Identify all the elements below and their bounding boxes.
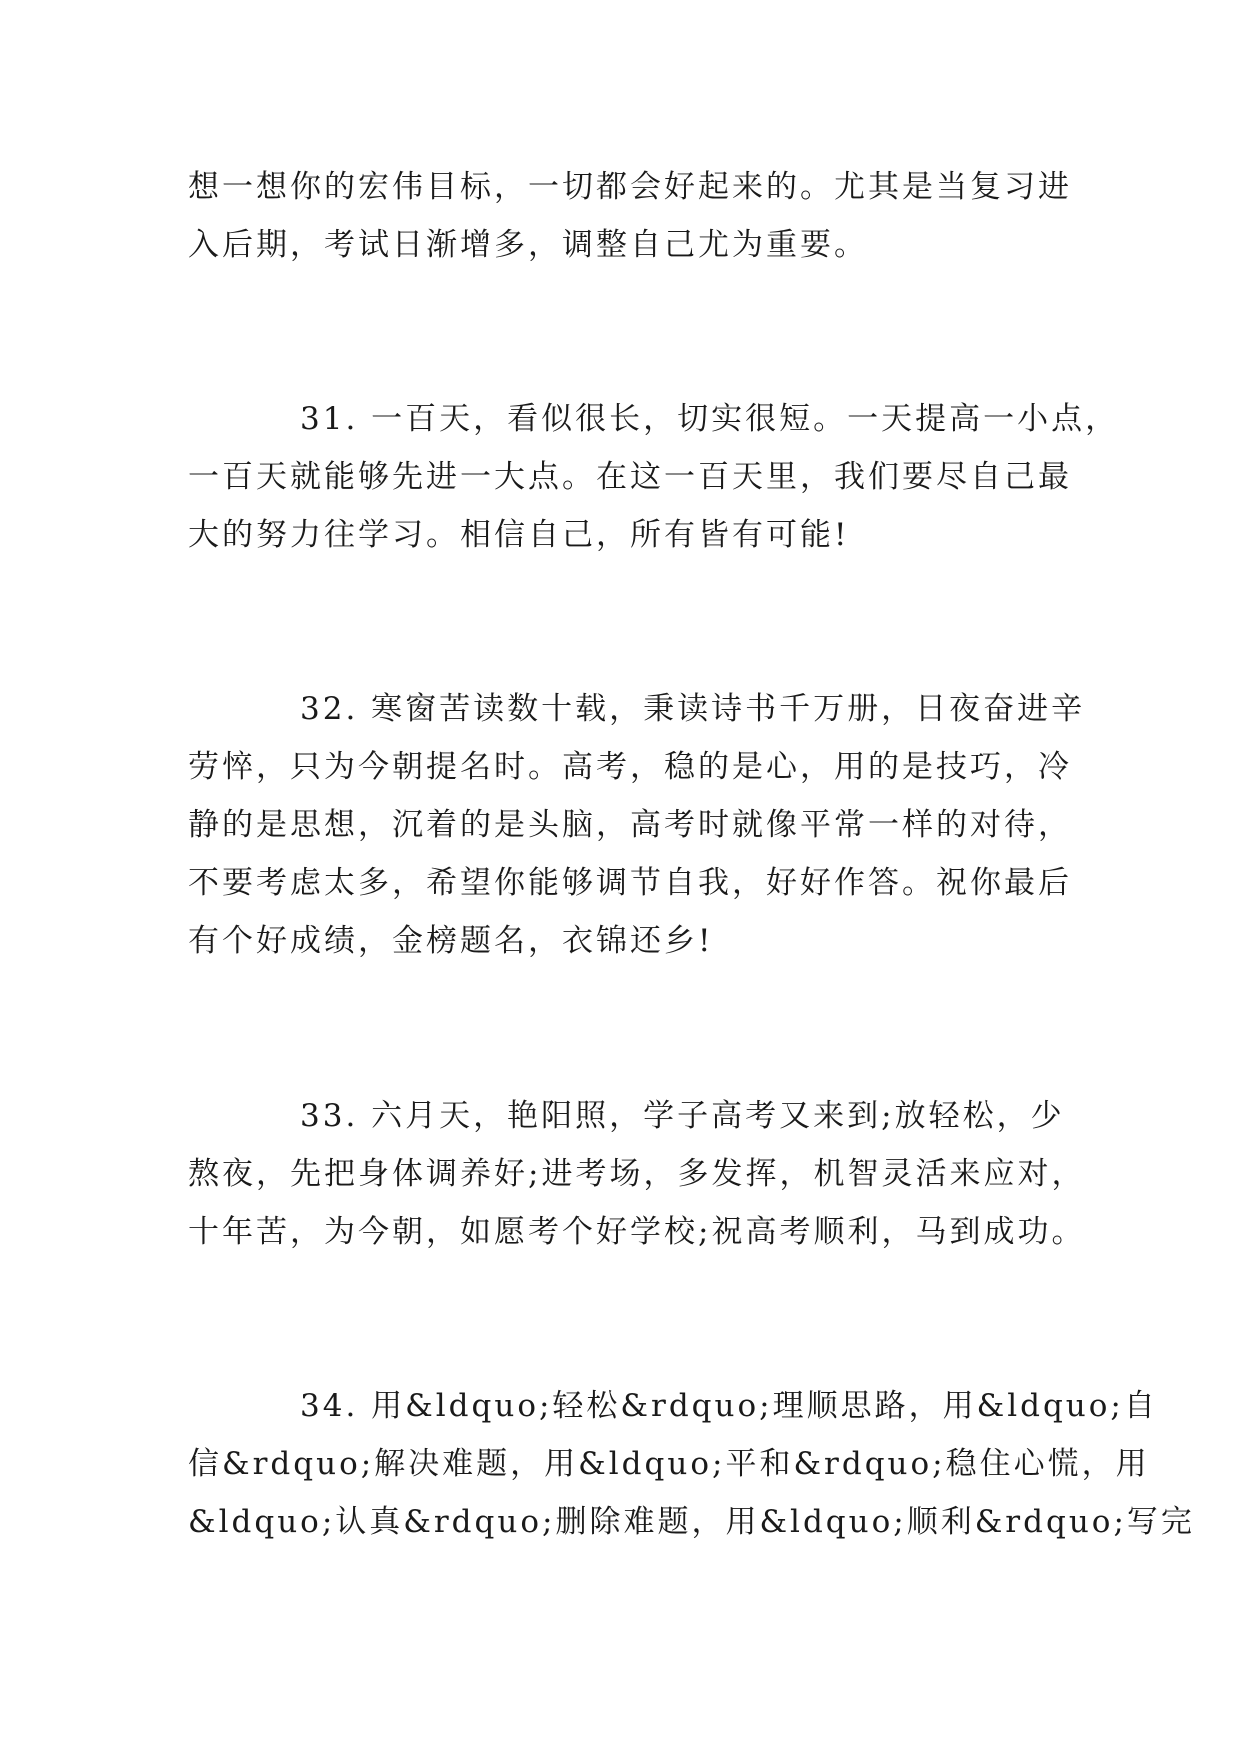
text-line: 31. 一百天，看似很长，切实很短。一天提高一小点， <box>300 401 1120 437</box>
paragraph-31 <box>188 390 1120 564</box>
text-line: 十年苦，为今朝，如愿考个好学校;祝高考顺利，马到成功。 <box>188 1214 1086 1250</box>
text-line: 34. 用&ldquo;轻松&rdquo;理顺思路，用&ldquo;自 <box>300 1388 1158 1424</box>
text-line: 32. 寒窗苦读数十载，秉读诗书千万册，日夜奋进辛 <box>300 691 1086 727</box>
text-line: 信&rdquo;解决难题，用&ldquo;平和&rdquo;稳住心慌，用 <box>188 1446 1150 1482</box>
paragraph-33 <box>188 1087 1086 1261</box>
text-line: 熬夜，先把身体调养好;进考场，多发挥，机智灵活来应对， <box>188 1156 1086 1192</box>
paragraph-34 <box>188 1377 1195 1551</box>
text-line: 不要考虑太多，希望你能够调节自我，好好作答。祝你最后 <box>188 865 1072 901</box>
text-line: 大的努力往学习。相信自己，所有皆有可能! <box>188 517 850 553</box>
text-line: 33. 六月天，艳阳照，学子高考又来到;放轻松，少 <box>300 1098 1065 1134</box>
text-line: 想一想你的宏伟目标，一切都会好起来的。尤其是当复习进 <box>188 169 1072 205</box>
text-line: 一百天就能够先进一大点。在这一百天里，我们要尽自己最 <box>188 459 1072 495</box>
text-line: &ldquo;认真&rdquo;删除难题，用&ldquo;顺利&rdquo;写完 <box>188 1504 1195 1540</box>
text-line: 劳悴，只为今朝提名时。高考，稳的是心，用的是技巧，冷 <box>188 749 1072 785</box>
text-line: 入后期，考试日渐增多，调整自己尤为重要。 <box>188 227 868 263</box>
paragraph-continuation <box>188 158 1072 274</box>
paragraph-32 <box>188 680 1086 970</box>
text-line: 静的是思想，沉着的是头脑，高考时就像平常一样的对待， <box>188 807 1072 843</box>
text-line: 有个好成绩，金榜题名，衣锦还乡! <box>188 923 714 959</box>
